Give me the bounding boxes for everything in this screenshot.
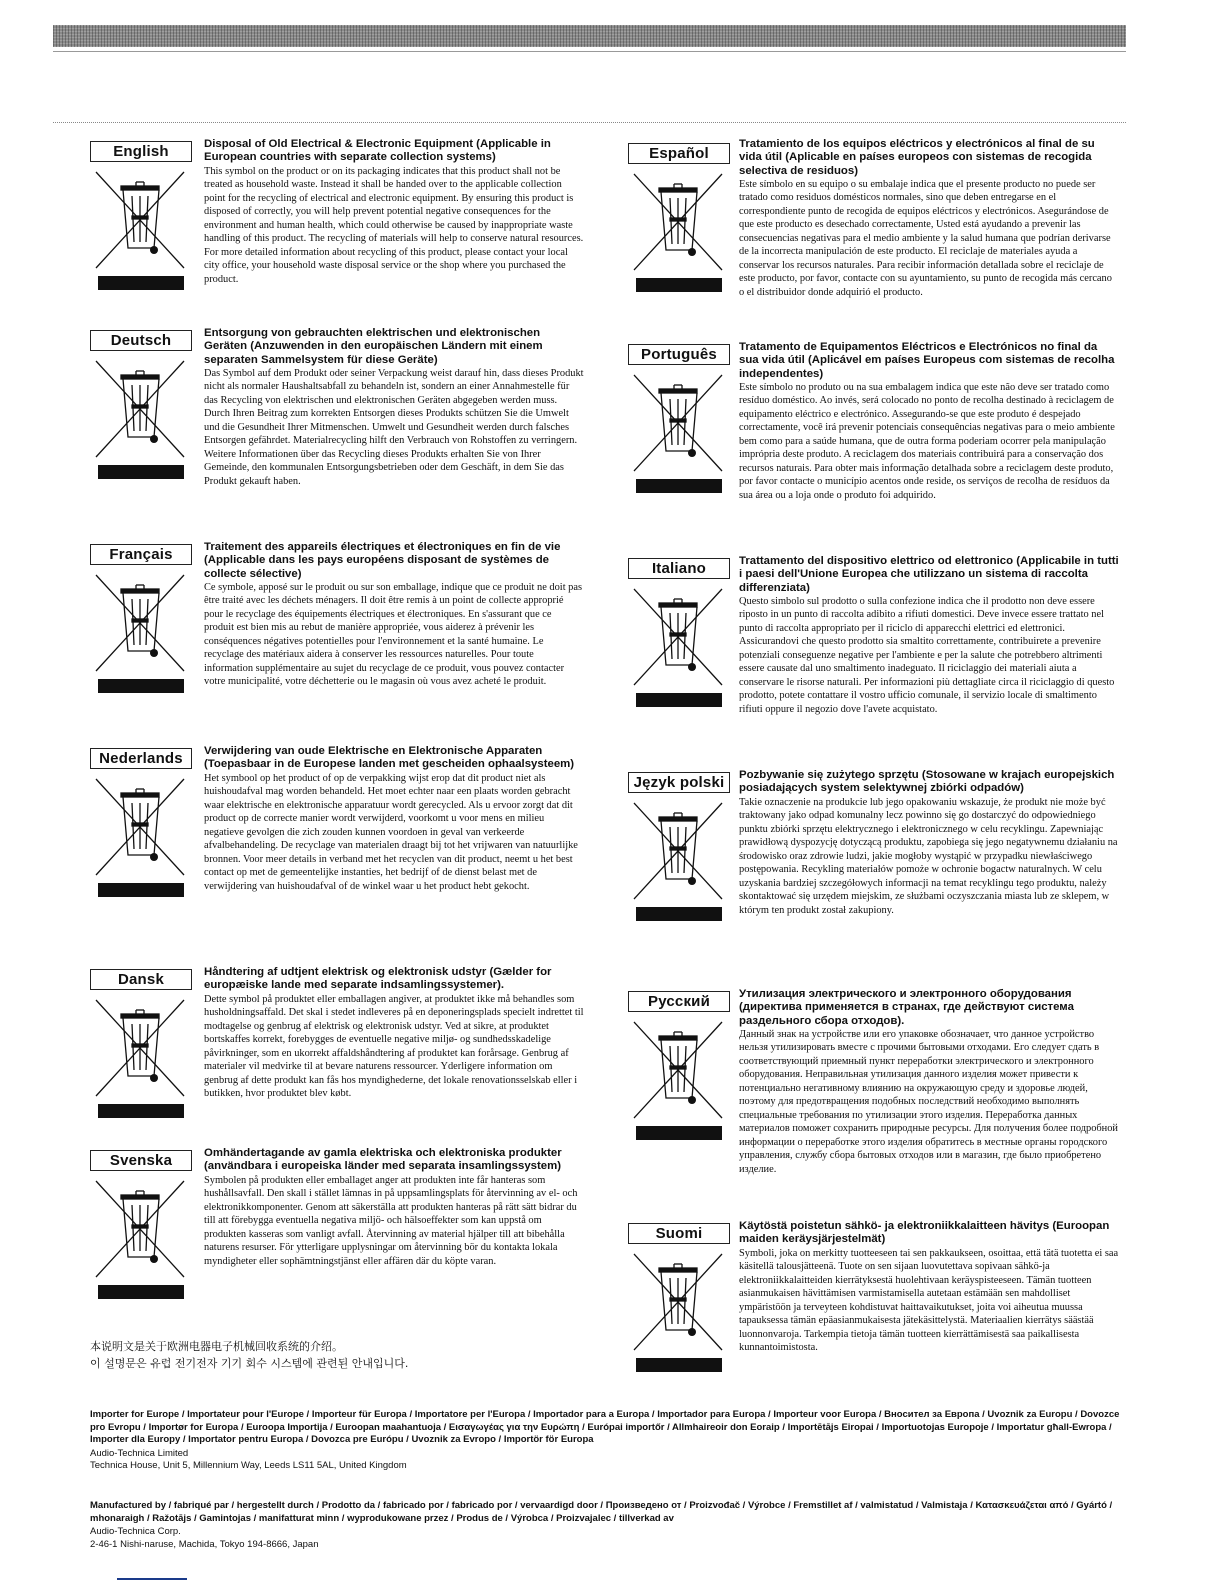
section-title: Håndtering af udtjent elektrisk og elektronisk udstyr (Gælder for europæiske lande med separate indsamlingssystemer).: [204, 966, 552, 992]
header-rule: [53, 51, 1126, 52]
weee-bin-icon: [630, 373, 726, 473]
manufacturer-address: 2-46-1 Nishi-naruse, Machida, Tokyo 194-8666, Japan: [90, 1538, 319, 1550]
section-title: Verwijdering van oude Elektrische en Elektronische Apparaten (Toepasbaar in de Europese landen met gescheiden ophaalsysteem): [204, 745, 575, 771]
weee-bin-icon: [92, 998, 188, 1098]
section-body: Symboli, joka on merkitty tuotteeseen tai sen pakkaukseen, osoittaa, että tätä tuotetta ei saa käsitellä talousjätteenä. Tuote on sen sijaan luovutettava sopivaan sähkö-ja elektroniikkalaitteiden kierrätyksestä huolehtivaan keräyspisteeseen. Tämän tuotteen asianmukaisen hävittämisen varmistamisella autetaan estämään sen mahdolliset ympäristöön ja terveyteen kohdistuvat haittavaikutukset, joita voi aiheutua muussa tapauksessa tämän epäasianmukaisesta jätekäsittelystä. Materiaalien kierrätys säästää luonnonvaroja. Tarkempia tietoja tämän tuotteen kierrättämisestä saa paikallisesta kunnantoimistosta.: [739, 1247, 1119, 1354]
language-label: Português: [628, 344, 730, 365]
black-bar: [636, 278, 722, 292]
manufacturer-heading: Manufactured by / fabriqué par / hergestellt durch / Prodotto da / fabricado por / fabricado por / vervaardigd door / Произведено от / Proizvođač / Výrobce / Fremstillet af / valmistatud / Valmistaja / Κατασκευάζεται από / Gyártó / mhonaraigh / Ražotājs / Gamintojas / manifatturat minn / wyprodukowane przez / Produs de / Výrobca / Proizvajalec / tillverkad av: [90, 1500, 1113, 1524]
language-label: Suomi: [628, 1223, 730, 1244]
weee-bin-icon: [92, 573, 188, 673]
section-body: Dette symbol på produktet eller emballagen angiver, at produktet ikke må behandles som husholdningsaffald. Det skal i stedet indleveres på en deponeringsplads specielt indrettet til modtagelse og genbrug af elektrisk og elektronisk udstyr. Ved at sikre, at produktet bortskaffes korrekt, forebygges de eventuelle negative miljø- og sundhedsskadelige påvirkninger, som en ukorrekt affaldshåndtering af produktet kan forårsage. Genbrug af materialer vil medvirke til at bevare naturens ressourcer. Yderligere information om genbrug af dette produkt kan fås hos myndighederne, det lokale renovationsselskab eller i butikken, hvor produktet blev købt.: [204, 993, 584, 1100]
language-label: English: [90, 141, 192, 162]
black-bar: [636, 1358, 722, 1372]
section-title: Disposal of Old Electrical & Electronic Equipment (Applicable in European countries with separate collection systems): [204, 138, 551, 164]
language-label: Nederlands: [90, 748, 192, 769]
header-bar: [53, 25, 1126, 47]
section-body: Este símbolo no produto ou na sua embalagem indica que este não deve ser tratado como resíduo doméstico. Ao invés, será colocado no ponto de recolha destinado à reciclagem de equipamento eléctrico e electrónico. Assegurando-se que este produto é despejado correctamente, você irá prevenir potenciais consequências negativas para o meio ambiente bem como para a saúde humana, que de outra forma poderiam ocorrer pela manipulação imprópria deste produto. A reciclagem dos materiais contribuirá para a conservação dos recursos naturais. Para obter mais informação detalhada sobre a reciclagem deste produto, por favor contacte o município acentos onde reside, os serviços de recolha de resíduos da sua área ou a loja onde o produto foi adquirido.: [739, 381, 1115, 501]
weee-bin-icon: [92, 170, 188, 270]
language-label: Svenska: [90, 1150, 192, 1171]
manufacturer-block: [90, 1500, 1130, 1551]
black-bar: [98, 1285, 184, 1299]
section-body: Ce symbole, apposé sur le produit ou sur son emballage, indique que ce produit ne doit pas être traité avec les déchets ménagers. Il doit être remis à un point de collecte approprié pour le recyclage des équipements électriques et électroniques. En s'assurant que ce produit est bien mis au rebut de manière appropriée, vous aiderez à prévenir les conséquences négatives potentielles pour l'environnement et la santé humaine. Le recyclage des matériaux aidera à conserver les ressources naturelles. Pour toute information supplémentaire au sujet du recyclage de ce produit, vous pouvez contacter votre municipalité, votre déchetterie ou le magasin où vous avez acheté le produit.: [204, 581, 583, 688]
black-bar: [98, 1104, 184, 1118]
language-label: Español: [628, 143, 730, 164]
weee-bin-icon: [630, 1020, 726, 1120]
section-body: Het symbool op het product of op de verpakking wijst erop dat dit product niet als huishoudafval mag worden behandeld. Het moet echter naar een plaats worden gebracht waar elektrische en elektronische apparatuur wordt gerecycled. Als u ervoor zorgt dat dit product op de correcte manier wordt verwijderd, voorkomt u voor mens en milieu negatieve gevolgen die zich zouden kunnen voordoen in geval van verkeerde afvalbehandeling. De recyclage van materialen draagt bij tot het vrijwaren van natuurlijke bronnen. Voor meer details in verband met het recyclen van dit product, neemt u het best contact op met de gemeentelijke instanties, het bedrijf of de dienst belast met de verwijdering van huishoudafval of de winkel waar u het product hebt gekocht.: [204, 772, 578, 892]
weee-bin-icon: [92, 777, 188, 877]
black-bar: [636, 693, 722, 707]
section-body: Takie oznaczenie na produkcie lub jego opakowaniu wskazuje, że produkt nie może być traktowany jako odpad komunalny lecz powinno się go dostarczyć do odpowiedniego punktu zbiórki sprzętu elektrycznego i elektronicznego w celu recyklingu. Zapewniając prawidłową dyspozycję dotyczącą produktu, zapobiega się jego negatywnemu działaniu na środowisko oraz zdrowie ludzi, jakie mogłoby wystąpić w przypadku niewłaściwego postępowania. Recykling materiałów pomoże w ochronie bogactw naturalnych. W celu uzyskania bardziej szczegółowych informacji na temat recyklingu tego produktu, należy skontaktować się urzędem miejskim, ze służbami oczyszczania miasta lub ze sklepem, w którym ten produkt został zakupiony.: [739, 796, 1118, 916]
section-body: Este símbolo en su equipo o su embalaje indica que el presente producto no puede ser tratado como residuos domésticos normales, sino que deben entregarse en el correspondiente punto de recogida de equipos eléctricos y electrónicos. Asegurándose de que este producto es desechado correctamente, Usted está ayudando a prevenir las consecuencias negativas para el medio ambiente y la salud humana que podrían derivarse de la incorrecta manipulación de este producto. El reciclaje de materiales ayuda a conservar los recursos naturales. Para recibir información detallada sobre el reciclaje de este producto, por favor, contacte con su ayuntamiento, su punto de recogida más cercano o el distribuidor donde adquirió el producto.: [739, 178, 1112, 298]
weee-bin-icon: [92, 359, 188, 459]
section-body: Данный знак на устройстве или его упаковке обозначает, что данное устройство нельзя утилизировать вместе с прочими бытовыми отходами. Его следует сдать в соответствующий приемный пункт переработки электрического и электронного оборудования. Неправильная утилизация данного изделия может привести к потенциально негативному влиянию на окружающую среду и здоровье людей, поэтому для предотвращения подобных последствий необходимо выполнять специальные требования по утилизации этого изделия. Переработка данных материалов поможет сохранить природные ресурсы. Для получения более подробной информации о переработке этого изделия обратитесь в местные органы городского управления, службу сбора бытовых отходов или в магазин, где было приобретено изделие.: [739, 1028, 1118, 1175]
black-bar: [98, 276, 184, 290]
black-bar: [636, 479, 722, 493]
black-bar: [98, 883, 184, 897]
section-body: Symbolen på produkten eller emballaget anger att produkten inte får hanteras som hushållsavfall. Den skall i stället lämnas in på uppsamlingsplats för återvinning av el- och elektronikkomponenter. Genom att säkerställa att produkten hanteras på rätt sätt bidrar du till att förebygga eventuella negativa miljö- och hälsoeffekter som kan uppstå om produkten kasseras som vanligt avfall. Återvinning av material hjälper till att bibehålla naturens resurser. För ytterligare upplysningar om återvinning bör du kontakta lokala myndigheter eller sophämtningstjänst eller affären där du köpte varan.: [204, 1174, 578, 1267]
language-label: Italiano: [628, 558, 730, 579]
importer-heading: Importer for Europe / Importateur pour l'Europe / Importeur für Europa / Importatore per l'Europa / Importador para a Europa / Importador para Europa / Importeur voor Europa / Вноситeл за Евpoпa / Uvoznik za Europu / Dovozce pro Evropu / Importør for Europa / Euroopa Importija / Euroopan maahantuoja / Εισαγωγέας για την Ευρώπη / Európai importőr / Allmhaireoir don Eoraip / Importētājs Eiropai / Importuotojas Europoje / Importatur għall-Ewropa / Importer dla Europy / Importator pentru Europa / Dovozca pre Európu / Uvoznik za Evropo / Importör för Europa: [90, 1409, 1120, 1445]
black-bar: [636, 907, 722, 921]
section-body: Das Symbol auf dem Produkt oder seiner Verpackung weist darauf hin, dass dieses Produkt nicht als normaler Haushaltsabfall zu behandeln ist, sondern an einer Annahmestelle für das Recycling von elektrischen und elektronischen Geräten abgegeben werden muss. Durch Ihren Beitrag zum korrekten Entsorgen dieses Produkts schützen Sie die Umwelt und die Gesundheit Ihrer Mitmenschen. Umwelt und Gesundheit werden durch falsches Entsorgen gefährdet. Materialrecycling hilft den Verbrauch von Rohstoffen zu verringern. Weitere Informationen über das Recycling dieses Produkts erhalten Sie von Ihrer Gemeinde, den kommunalen Entsorgungsbetrieben oder dem Geschäft, in dem Sie das Produkt gekauft haben.: [204, 367, 584, 487]
black-bar: [636, 1126, 722, 1140]
section-title: Tratamiento de los equipos eléctricos y electrónicos al final de su vida útil (Aplicable en países europeos con sistemas de recogida selectiva de residuos): [739, 138, 1095, 177]
language-label: Русский: [628, 991, 730, 1012]
weee-bin-icon: [630, 801, 726, 901]
section-title: Tratamento de Equipamentos Eléctricos e Electrónicos no final da sua vida útil (Aplicável em países Europeus com sistemas de recolha independentes): [739, 341, 1115, 380]
weee-bin-icon: [630, 172, 726, 272]
korean-note: 이 설명문은 유럽 전기전자 기기 회수 시스템에 관련된 안내입니다.: [90, 1357, 409, 1370]
section-body: This symbol on the product or on its packaging indicates that this product shall not be treated as household waste. Instead it shall be handed over to the applicable collection point for the recycling of electrical and electronic equipment. By ensuring this product is disposed of correctly, you will help prevent potential negative consequences for the environment and human health, which could otherwise be caused by inappropriate waste handling of this product. The recycling of materials will help to conserve natural resources. For more detailed information about recycling of this product, please contact your local city office, your household waste disposal service or the shop where you purchased the product.: [204, 165, 584, 285]
chinese-note: 本说明文是关于欧洲电器电子机械回收系统的介绍。: [90, 1340, 343, 1353]
importer-company: Audio-Technica Limited: [90, 1447, 189, 1459]
language-label: Deutsch: [90, 330, 192, 351]
section-title: Käytöstä poistetun sähkö- ja elektroniikkalaitteen hävitys (Euroopan maiden keräysjärjestelmät): [739, 1220, 1110, 1246]
language-label: Język polski: [628, 772, 730, 793]
section-title: Утилизация электрического и электронного оборудования (директива применяется в странах, где действуют система раздельного сбора отходов).: [739, 988, 1074, 1027]
cjk-notes: [90, 1338, 408, 1372]
section-title: Pozbywanie się zużytego sprzętu (Stosowane w krajach europejskich posiadających system selektywnej zbiórki odpadów): [739, 769, 1115, 795]
section-divider: [53, 122, 1126, 123]
importer-block: [90, 1409, 1130, 1473]
weee-bin-icon: [630, 587, 726, 687]
section-title: Entsorgung von gebrauchten elektrischen und elektronischen Geräten (Anzuwenden in den europäischen Ländern mit einem separaten Sammelsystem für diese Geräte): [204, 327, 543, 366]
language-label: Français: [90, 544, 192, 565]
importer-address: Technica House, Unit 5, Millennium Way, Leeds LS11 5AL, United Kingdom: [90, 1460, 407, 1471]
weee-bin-icon: [92, 1179, 188, 1279]
section-title: Traitement des appareils électriques et électroniques en fin de vie (Applicable dans les pays européens disposant de systèmes de collecte sélective): [204, 541, 561, 580]
black-bar: [98, 679, 184, 693]
section-body: Questo simbolo sul prodotto o sulla confezione indica che il prodotto non deve essere riposto in un punto di raccolta adibito a rifiuti domestici. Deve invece essere trattato nel punto di raccolta appropriato per il riciclo di apparecchi elettrici ed elettronici. Assicurandovi che questo prodotto sia smaltito correttamente, contribuirete a prevenire potenziali conseguenze negative per l'ambiente e per la salute che potrebbero altrimenti essere causate dal uno smaltimento inadeguato. Il riciclaggio dei materiali aiuta a conservare le risorse naturali. Per informazioni più dettagliate circa il riciclaggio di questo prodotto, potete contattare il vostro ufficio comunale, il servizio locale di smaltimento rifiuti oppure il negozio dove l'avete acquistato.: [739, 595, 1115, 715]
black-bar: [98, 465, 184, 479]
section-title: Trattamento del dispositivo elettrico od elettronico (Applicabile in tutti i paesi dell'Unione Europea che utilizzano un sistema di raccolta differenziata): [739, 555, 1119, 594]
section-title: Omhändertagande av gamla elektriska och elektroniska produkter (användbara i europeiska länder med separata insamlingssystem): [204, 1147, 562, 1173]
bottom-rule: [117, 1578, 187, 1580]
manufacturer-company: Audio-Technica Corp.: [90, 1526, 181, 1537]
weee-bin-icon: [630, 1252, 726, 1352]
language-label: Dansk: [90, 969, 192, 990]
